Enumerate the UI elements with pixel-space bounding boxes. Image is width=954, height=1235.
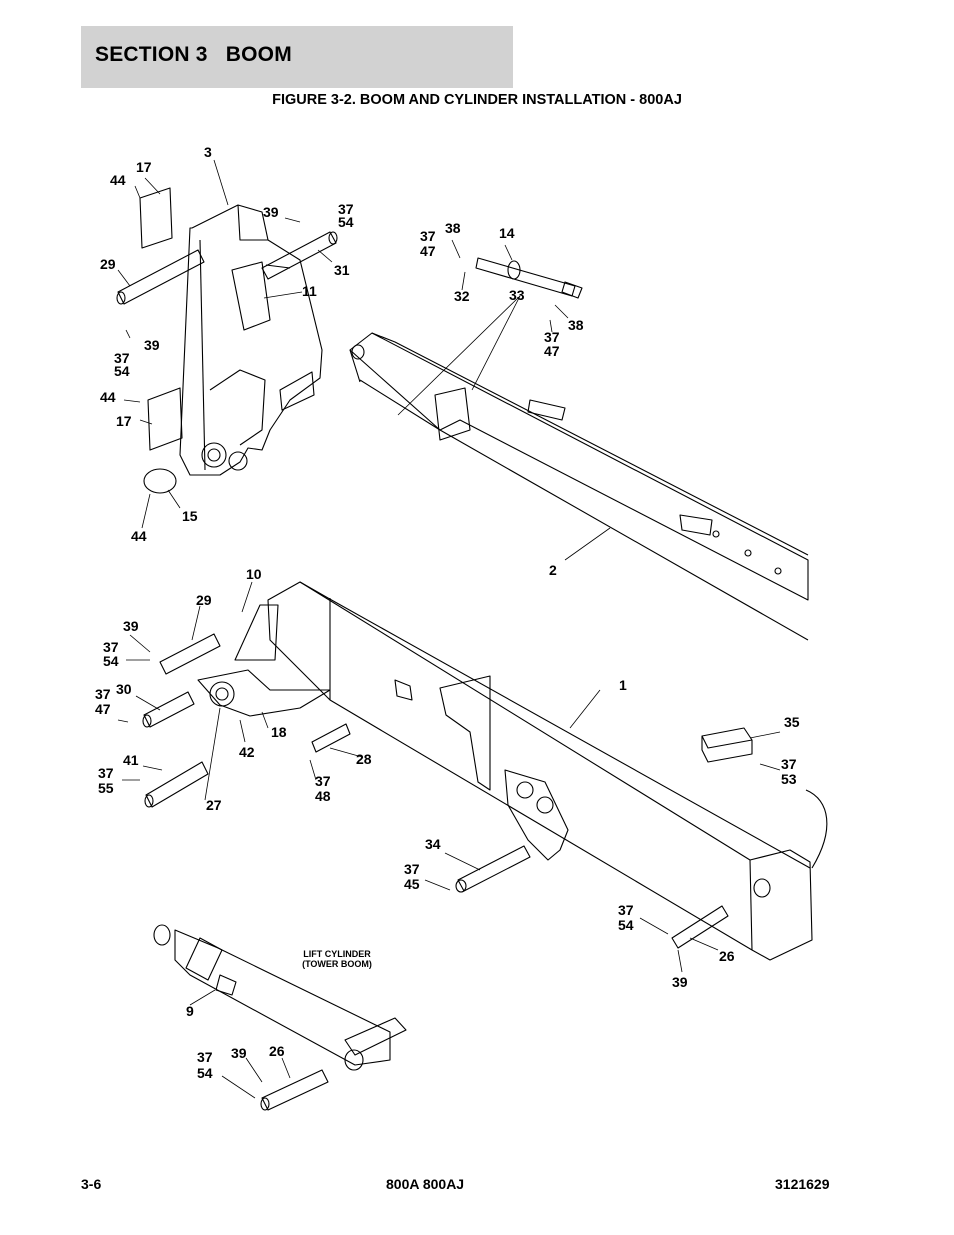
callout-32: 32 <box>454 288 470 304</box>
callout-37: 37 <box>338 201 354 217</box>
callout-9: 9 <box>186 1003 194 1019</box>
callout-37: 37 <box>103 639 119 655</box>
pin-28 <box>312 724 350 752</box>
callout-44: 44 <box>110 172 126 188</box>
callout-11: 11 <box>302 283 317 299</box>
callout-38: 38 <box>568 317 584 333</box>
cylinder-14 <box>476 258 575 296</box>
callout-37: 37 <box>420 228 436 244</box>
upper-boom <box>350 333 808 640</box>
callout-26: 26 <box>719 948 735 964</box>
lower-boom <box>268 582 812 960</box>
callout-30: 30 <box>116 681 132 697</box>
callout-33: 33 <box>509 287 525 303</box>
callout-26: 26 <box>269 1043 285 1059</box>
callout-14: 14 <box>499 225 515 241</box>
pin-26-upper <box>672 906 728 948</box>
pin-29-lower <box>160 634 220 674</box>
callout-37: 37 <box>544 329 560 345</box>
callout-10: 10 <box>246 566 262 582</box>
callout-37: 37 <box>98 765 114 781</box>
cover-plate-top <box>140 188 172 248</box>
callout-29: 29 <box>100 256 116 272</box>
callout-39: 39 <box>123 618 139 634</box>
callout-39: 39 <box>263 204 279 220</box>
callout-54: 54 <box>197 1065 213 1081</box>
callout-38: 38 <box>445 220 461 236</box>
callout-31: 31 <box>334 262 350 278</box>
callout-53: 53 <box>781 771 797 787</box>
callout-39: 39 <box>672 974 688 990</box>
callout-37: 37 <box>197 1049 213 1065</box>
callout-37: 37 <box>95 686 111 702</box>
bracket-18 <box>198 670 330 716</box>
callout-54: 54 <box>103 653 119 669</box>
figure-title: FIGURE 3-2. BOOM AND CYLINDER INSTALLATION - 800AJ <box>272 92 682 108</box>
callout-34: 34 <box>425 836 441 852</box>
callout-15: 15 <box>182 508 198 524</box>
document-number: 3121629 <box>775 1176 830 1192</box>
callout-48: 48 <box>315 788 331 804</box>
callout-54: 54 <box>338 214 354 230</box>
callout-37: 37 <box>404 861 420 877</box>
callout-37: 37 <box>618 902 634 918</box>
callout-47: 47 <box>420 243 436 259</box>
round-cover <box>144 469 176 493</box>
callout-37: 37 <box>114 350 130 366</box>
callout-45: 45 <box>404 876 420 892</box>
callout-55: 55 <box>98 780 114 796</box>
pin-29-upper <box>118 250 204 304</box>
callout-17: 17 <box>136 159 152 175</box>
callout-2: 2 <box>549 562 557 578</box>
callout-3: 3 <box>204 144 212 160</box>
callout-1: 1 <box>619 677 627 693</box>
callout-54: 54 <box>114 363 130 379</box>
callout-44: 44 <box>131 528 147 544</box>
callout-27: 27 <box>206 797 222 813</box>
callout-37: 37 <box>781 756 797 772</box>
callout-37: 37 <box>315 773 331 789</box>
callout-42: 42 <box>239 744 255 760</box>
page-number: 3-6 <box>81 1176 102 1192</box>
cover-plate-bottom <box>148 388 182 450</box>
callout-47: 47 <box>544 343 560 359</box>
boom-pivot-bracket <box>180 205 322 475</box>
callout-47: 47 <box>95 701 111 717</box>
lift-cylinder-label: LIFT CYLINDER <box>303 949 371 959</box>
hose <box>806 790 827 868</box>
callout-54: 54 <box>618 917 634 933</box>
callout-17: 17 <box>116 413 132 429</box>
callout-39: 39 <box>144 337 160 353</box>
pin-34 <box>458 846 530 891</box>
model-number: 800A 800AJ <box>386 1176 465 1192</box>
section-title: SECTION 3 BOOM <box>95 43 292 66</box>
callout-39: 39 <box>231 1045 247 1061</box>
callout-35: 35 <box>784 714 800 730</box>
callout-41: 41 <box>123 752 139 768</box>
callout-44: 44 <box>100 389 116 405</box>
callout-29: 29 <box>196 592 212 608</box>
tower-boom-label: (TOWER BOOM) <box>302 959 372 969</box>
callout-18: 18 <box>271 724 287 740</box>
callout-28: 28 <box>356 751 372 767</box>
